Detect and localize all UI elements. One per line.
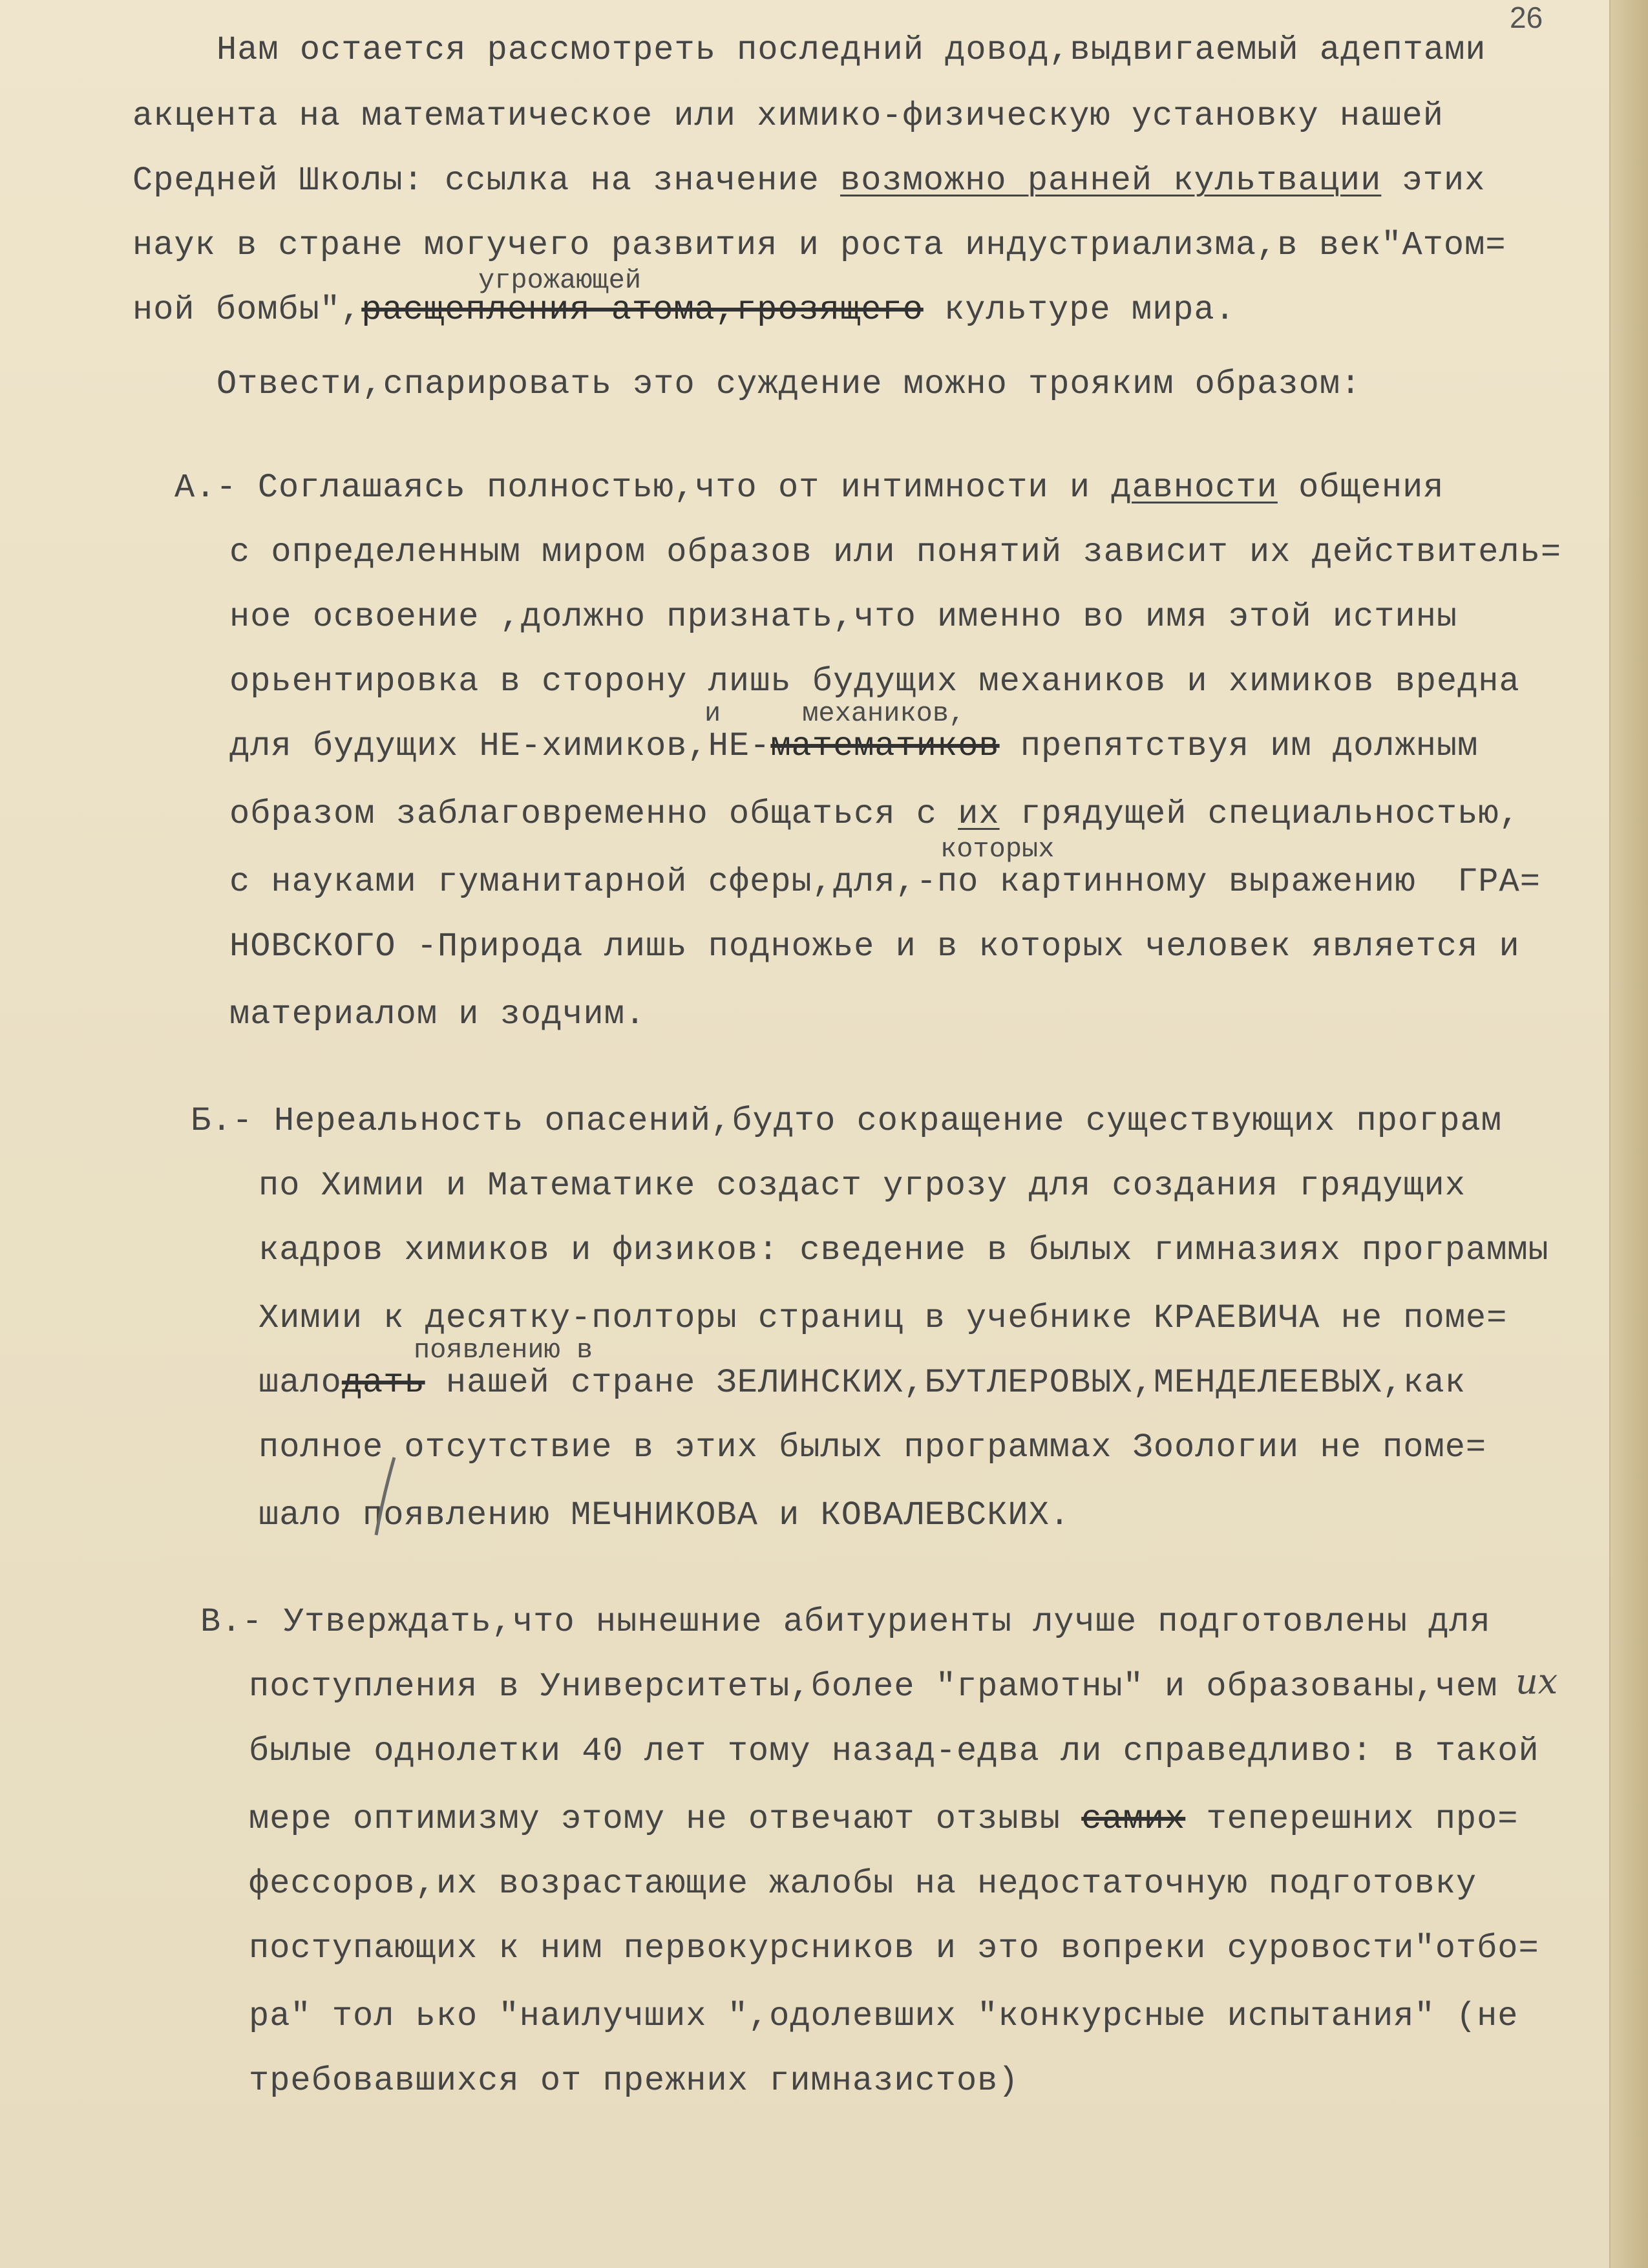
section-v-line-3: былые однолетки 40 лет тому назад-едва ли справедливо: в такой — [249, 1732, 1539, 1770]
section-b-line-7: шало появлению МЕЧНИКОВА и КОВАЛЕВСКИХ. — [259, 1496, 1070, 1534]
underlined-word: их — [958, 795, 1000, 833]
section-a-line-1: А.- Соглашаясь полностью,что от интимности и давности общения — [174, 469, 1444, 507]
section-v-line-1: В.- Утверждать,что нынешние абитуриенты лучше подготовлены для — [200, 1603, 1491, 1641]
intro-line-3: Средней Школы: ссылка на значение возможно ранней культвации этих — [132, 162, 1486, 200]
pencil-mark — [368, 1454, 407, 1538]
intro-line-2: акцента на математическое или химико-физическую установку нашей — [132, 97, 1444, 135]
section-b-line-1: Б.- Нереальность опасений,будто сокращение существующих програм — [191, 1102, 1502, 1140]
underlined-word: давности — [1111, 469, 1278, 507]
insertion-text: угрожающей — [478, 265, 642, 296]
struck-text: расщепления атома,грозящего — [361, 291, 924, 329]
section-b-line-6: полное отсутствие в этих былых программах Зоологии не поме= — [259, 1428, 1487, 1467]
struck-text: самих — [1081, 1800, 1186, 1838]
section-a-line-5: для будущих НЕ-химиков,НЕ-математиков препятствуя им должным — [229, 727, 1479, 765]
section-v-line-8: требовавшихся от прежних гимназистов) — [249, 2062, 1019, 2100]
paper-edge — [1609, 0, 1648, 2268]
section-v-line-2: поступления в Университеты,более "грамотны" и образованы,чем — [249, 1668, 1498, 1706]
insertion-text: появлению в — [414, 1335, 593, 1366]
section-a-line-4: орьентировка в сторону лишь будущих механиков и химиков вредна — [229, 662, 1520, 701]
section-b-line-4: Химии к десятку-полторы страниц в учебнике КРАЕВИЧА не поме= — [259, 1299, 1508, 1337]
section-a-line-6: образом заблаговременно общаться с их грядущей специальностью, — [229, 795, 1520, 833]
section-v-line-6: поступающих к ним первокурсников и это вопреки суровости"отбо= — [249, 1929, 1539, 1967]
section-a-line-2: с определенным миром образов или понятий зависит их действитель= — [229, 533, 1562, 571]
section-a-line-8: НОВСКОГО -Природа лишь подножье и в которых человек является и — [229, 927, 1520, 966]
handwritten-insertion: их — [1516, 1661, 1558, 1702]
intro-line-1: Нам остается рассмотреть последний довод,выдвигаемый адептами — [217, 31, 1486, 69]
section-v-line-4: мере оптимизму этому не отвечают отзывы самих теперешних про= — [249, 1800, 1519, 1838]
section-b-line-5: шалодать нашей стране ЗЕЛИНСКИХ,БУТЛЕРОВЫХ,МЕНДЕЛЕЕВЫХ,как — [259, 1364, 1466, 1402]
struck-text: дать — [341, 1364, 425, 1402]
intro-line-4: наук в стране могучего развития и роста индустриализма,в век"Атом= — [132, 226, 1506, 264]
insertion-text: которых — [940, 834, 1055, 865]
section-b-line-3: кадров химиков и физиков: сведение в былых гимназиях программы — [259, 1231, 1549, 1269]
section-a-line-7: с науками гуманитарной сферы,для,-по картинному выражению ГРА= — [229, 863, 1541, 901]
lead-sentence: Отвести,спарировать это суждение можно трояким образом: — [217, 365, 1362, 403]
section-b-line-2: по Химии и Математике создаст угрозу для создания грядущих — [259, 1167, 1466, 1205]
struck-text: математиков — [770, 727, 1000, 765]
insertion-text: и механиков, — [704, 698, 966, 729]
underlined-phrase: возможно ранней культвации — [840, 162, 1382, 200]
section-a-line-9: материалом и зодчим. — [229, 995, 646, 1033]
section-v-line-7: ра" тол ько "наилучших ",одолевших "конкурсные испытания" (не — [249, 1997, 1519, 2035]
section-a-line-3: ное освоение ,должно признать,что именно во имя этой истины — [229, 598, 1458, 636]
intro-line-5: ной бомбы",расщепления атома,грозящего культуре мира. — [132, 291, 1236, 329]
page-number: 26 — [1510, 1, 1543, 34]
section-v-line-5: фессоров,их возрастающие жалобы на недостаточную подготовку — [249, 1865, 1477, 1903]
